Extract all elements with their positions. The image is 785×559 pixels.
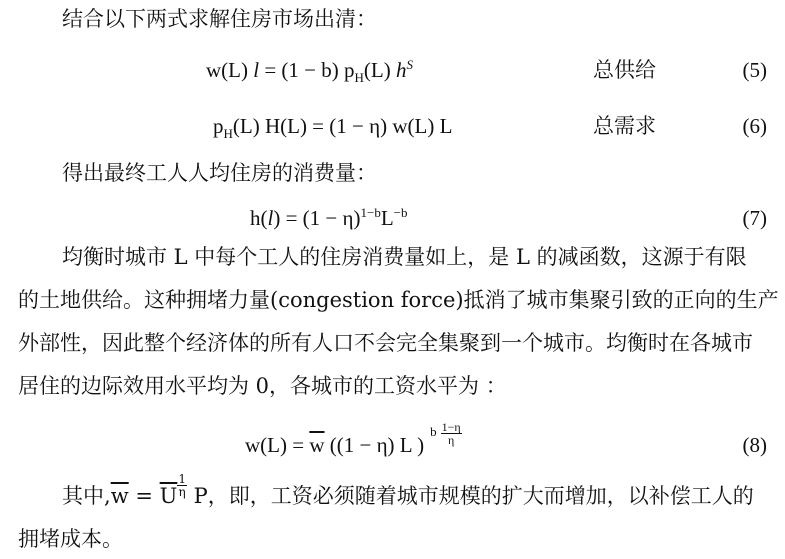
eq8-lhs: w(L) = xyxy=(245,433,310,457)
para2-eq: = xyxy=(128,484,160,508)
eq7-L: L xyxy=(380,206,394,230)
para2-frac-num: 1 xyxy=(178,472,186,486)
para1-line2: 的土地供给。这种拥堵力量(congestion force)抵消了城市集聚引致的正向的生产 xyxy=(18,288,779,312)
para1-line3: 外部性，因此整个经济体的所有人口不会完全集聚到一个城市。均衡时在各城市 xyxy=(18,331,753,355)
eq8-wbar: $\overline{w}$ xyxy=(309,433,325,457)
eq8-sup-b: b xyxy=(430,424,437,439)
eq6-p: p xyxy=(213,114,224,138)
eq7-sup2: −b xyxy=(393,205,408,220)
eq8-frac-num: 1−η xyxy=(441,419,461,434)
para2-after: P，即，工资必须随着城市规模的扩大而增加，以补偿工人的 xyxy=(186,484,754,508)
eq7-number: (7) xyxy=(742,206,767,230)
eq5-sup-s: S xyxy=(406,57,413,72)
equation-6 xyxy=(213,113,453,142)
para2-frac-den: η xyxy=(178,485,186,499)
eq6-number: (6) xyxy=(742,114,767,138)
eq6-sub-h: H xyxy=(223,126,233,142)
equation-7 xyxy=(250,205,408,231)
eq5-l-var: l xyxy=(253,58,260,82)
para2-U: $\overline{U}$ xyxy=(159,484,178,508)
eq5-after-sub: (L) xyxy=(363,58,391,82)
result-intro: 得出最终工人人均住房的消费量： xyxy=(62,161,377,185)
eq6-label: 总需求 xyxy=(593,114,656,138)
para2-wbar: $\overline{w}$ xyxy=(110,484,129,508)
eq8-mid: ((1 − η) L ) xyxy=(324,433,425,457)
para2-line1 xyxy=(62,472,785,510)
intro-text: 结合以下两式求解住房市场出清： xyxy=(62,7,377,31)
eq5-number: (5) xyxy=(742,58,767,82)
eq7-h-open: h( xyxy=(250,206,268,230)
eq5-mid: = (1 − b) p xyxy=(259,58,355,82)
eq7-sup1: 1−b xyxy=(360,205,381,220)
equation-5 xyxy=(206,57,413,86)
para1-line4: 居住的边际效用水平均为 0，各城市的工资水平为 ： xyxy=(18,374,507,398)
eq8-frac-den: η xyxy=(447,432,455,447)
eq5-h-var: h xyxy=(395,58,407,82)
eq5-label: 总供给 xyxy=(593,58,656,82)
eq7-eq: = (1 − η) xyxy=(280,206,361,230)
para2-start: 其中, xyxy=(62,484,111,508)
eq8-number: (8) xyxy=(742,433,767,457)
para2-line2: 拥堵成本。 xyxy=(18,527,123,551)
eq5-lhs: w(L) xyxy=(206,58,248,82)
eq5-sub-h: H xyxy=(354,70,364,86)
equation-8 xyxy=(245,419,462,462)
eq6-rest: (L) H(L) = (1 − η) w(L) L xyxy=(232,114,453,138)
para1-line1: 均衡时城市 L 中每个工人的住房消费量如上，是 L 的减函数，这源于有限 xyxy=(62,245,747,269)
eq7-h-close: ) xyxy=(273,206,281,230)
eq7-l-var: l xyxy=(267,206,274,230)
